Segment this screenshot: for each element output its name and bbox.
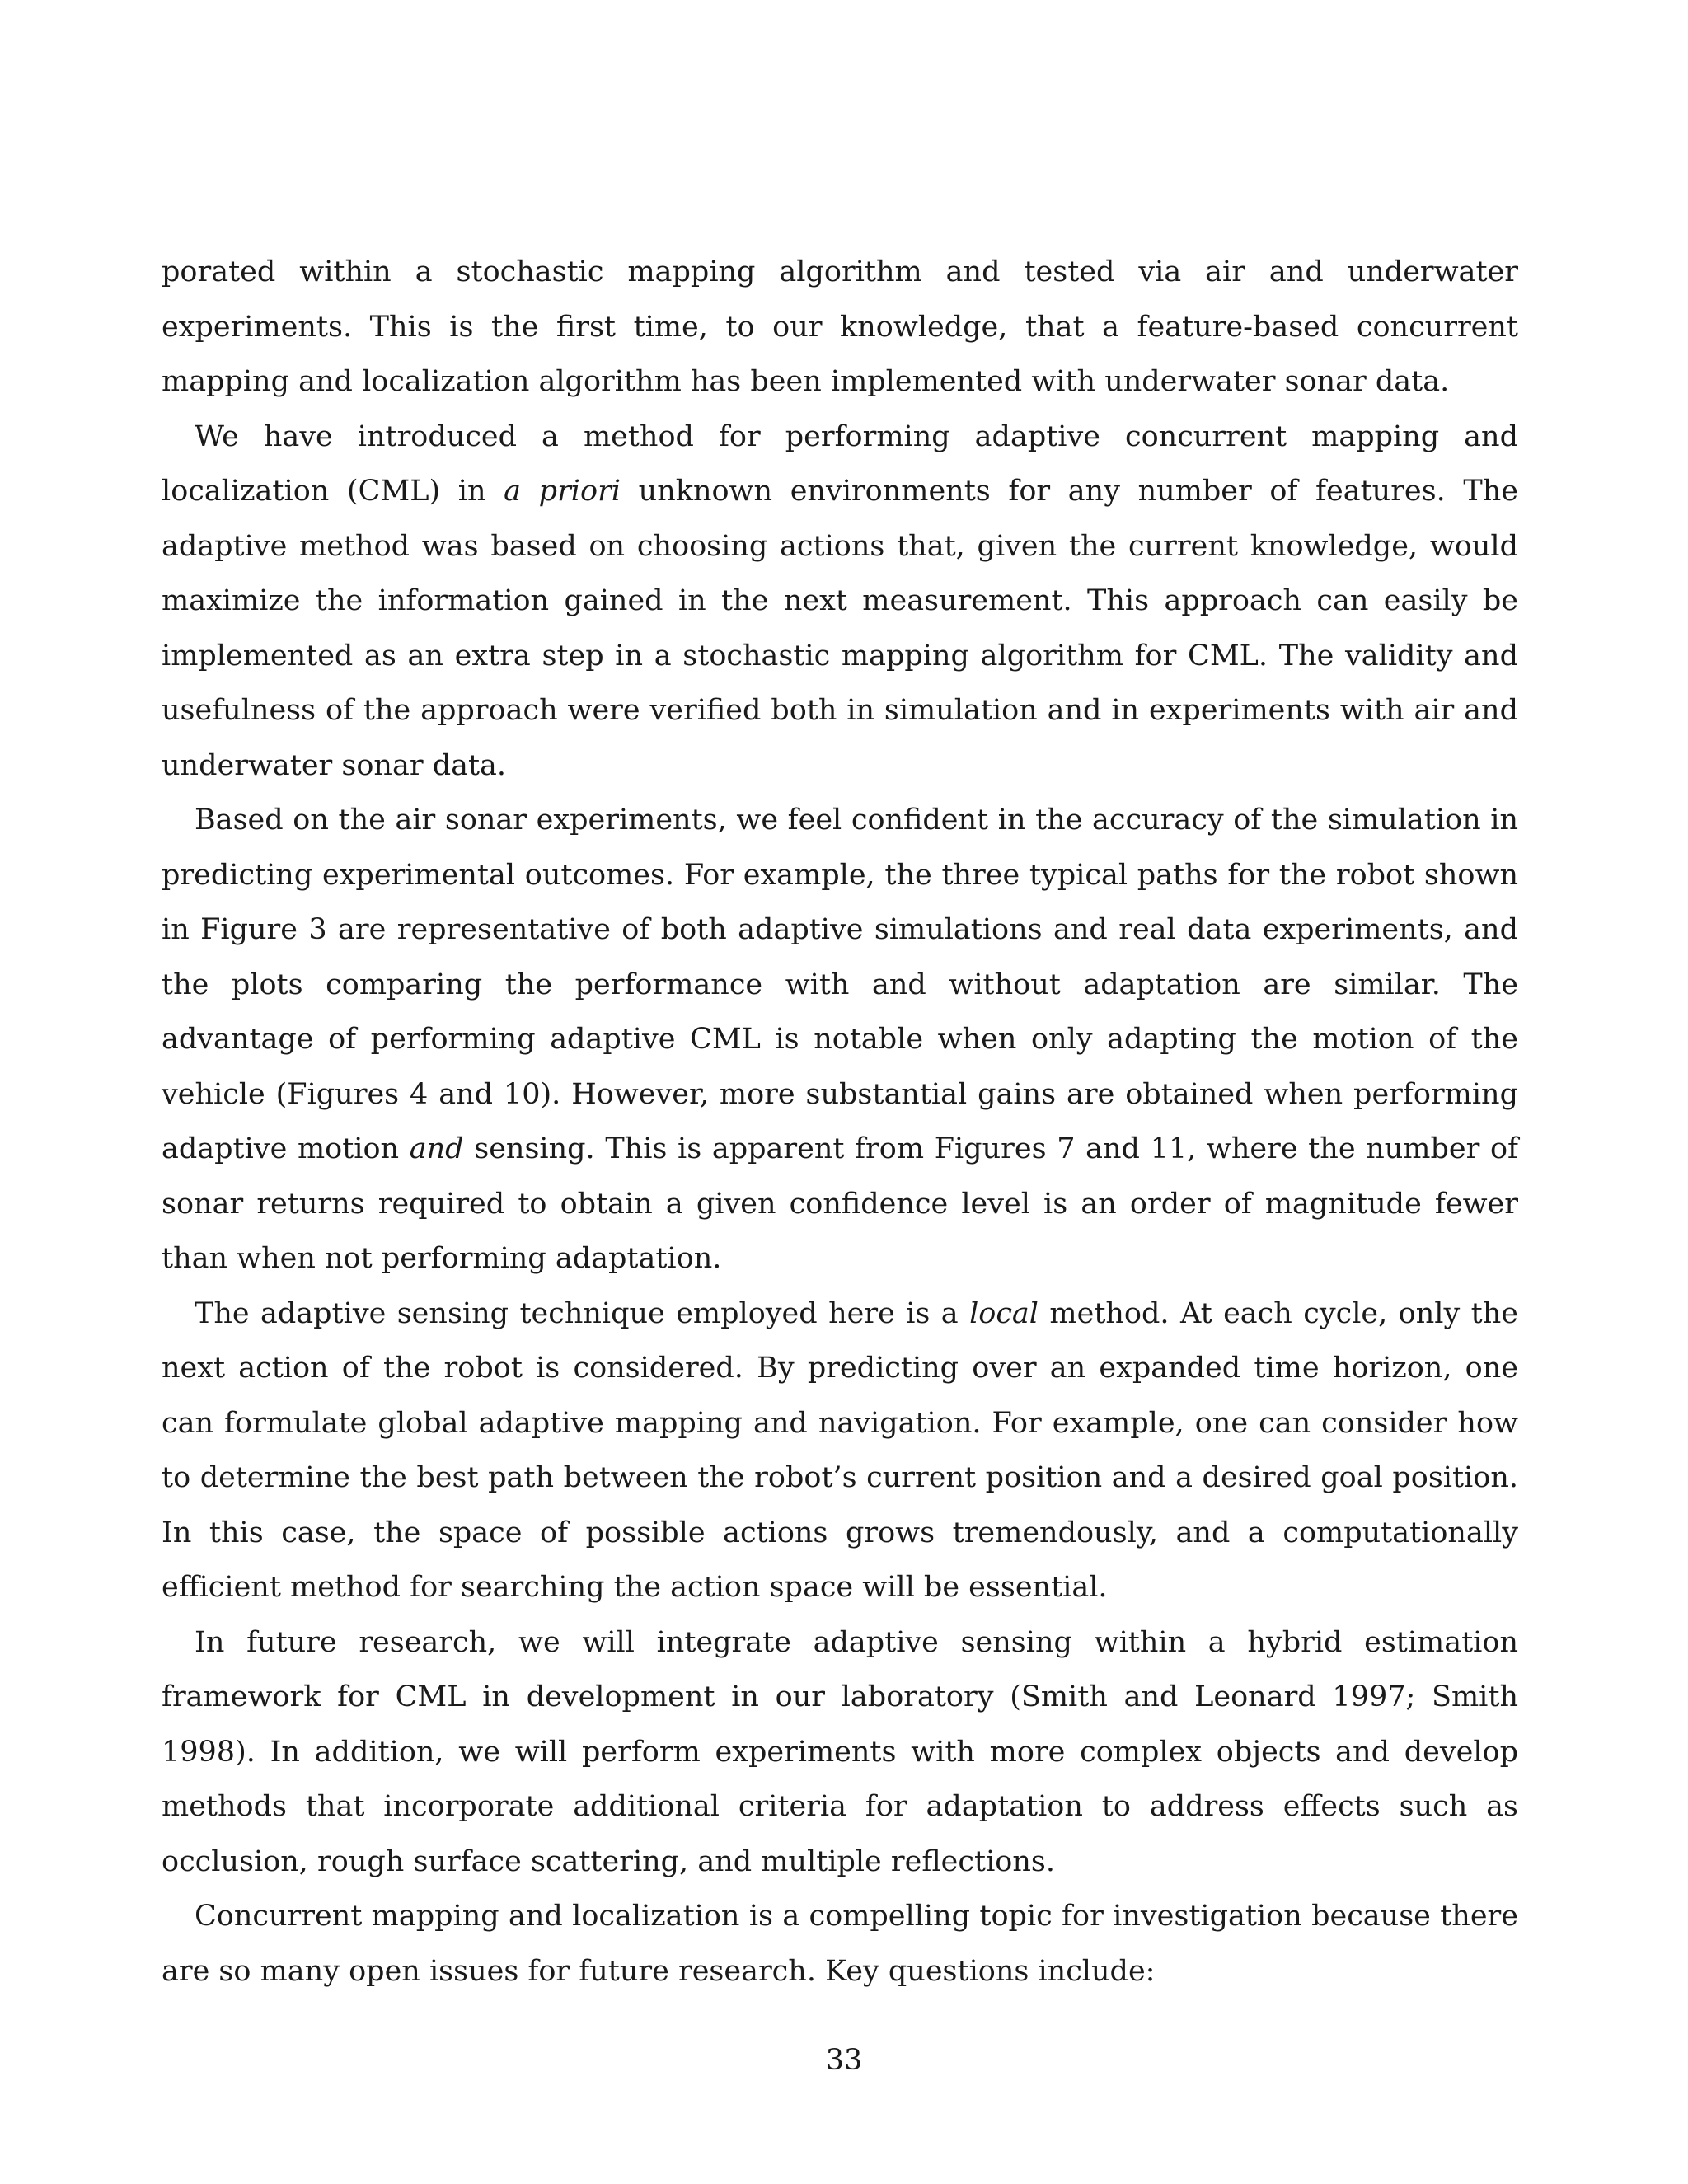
page-number: 33 (825, 2044, 863, 2077)
paragraph-5 (162, 1615, 1518, 1890)
paragraph-1 (162, 245, 1518, 410)
paragraph-3-text-a: Based on the air sonar experiments, we feel confident in the accuracy of the simulation in predicting experimental outcomes. For example, the three typical paths for the robot shown in Figure 3 are representative of both adaptive simulations and real data experiments, and the plots comparing the performance with and without adaptation are similar. The advantage of performing adaptive CML is notable when only adapting the motion of the vehicle (Figures 4 and 10). However, more substantial gains are obtained when performing adaptive motion (162, 804, 1518, 1165)
paragraph-4-text-a: The adaptive sensing technique employed here is a (195, 1296, 970, 1330)
paragraph-6-text: Concurrent mapping and localization is a compelling topic for investigation because there are so many open issues for future research. Key questions include: (162, 1900, 1518, 1988)
paragraph-4-text-b: method. At each cycle, only the next action of the robot is considered. By predicting over an expanded time horizon, one can formulate global adaptive mapping and navigation. For example, one can consider how to determine the best path between the robot’s current position and a desired goal position. In this case, the space of possible actions grows tremendously, and a computationally efficient method for searching the action space will be essential. (162, 1296, 1518, 1604)
paragraph-6 (162, 1889, 1518, 1999)
paragraph-5-text: In future research, we will integrate adaptive sensing within a hybrid estimation framework for CML in development in our laboratory (Smith and Leonard 1997; Smith 1998). In addition, we will perform experiments with more complex objects and develop methods that incorporate additional criteria for adaptation to address effects such as occlusion, rough surface scattering, and multiple reflections. (162, 1625, 1518, 1878)
paragraph-3-italic-and: and (409, 1132, 464, 1165)
paragraph-2-italic-a-priori: a priori (504, 475, 621, 508)
paragraph-1-text: porated within a stochastic mapping algorithm and tested via air and underwater experiments. This is the first time, to our knowledge, that a feature-based concurrent mapping and localization algorithm has been implemented with underwater sonar data. (162, 255, 1518, 398)
paragraph-2-text-b: unknown environments for any number of features. The adaptive method was based on choosing actions that, given the current knowledge, would maximize the information gained in the next measurement. This approach can easily be implemented as an extra step in a stochastic mapping algorithm for CML. The validity and usefulness of the approach were verified both in simulation and in experiments with air and underwater sonar data. (162, 475, 1518, 782)
page-body (162, 245, 1518, 1999)
paragraph-2-text-a: We have introduced a method for performing adaptive concurrent mapping and localization (CML) in (162, 419, 1518, 508)
paragraph-4 (162, 1286, 1518, 1615)
paragraph-4-italic-local: local (969, 1296, 1039, 1330)
paragraph-3-text-b: sensing. This is apparent from Figures 7 and 11, where the number of sonar returns required to obtain a given confidence level is an order of magnitude fewer than when not performing adaptation. (162, 1132, 1519, 1275)
paragraph-2 (162, 410, 1518, 794)
paragraph-3 (162, 793, 1518, 1286)
